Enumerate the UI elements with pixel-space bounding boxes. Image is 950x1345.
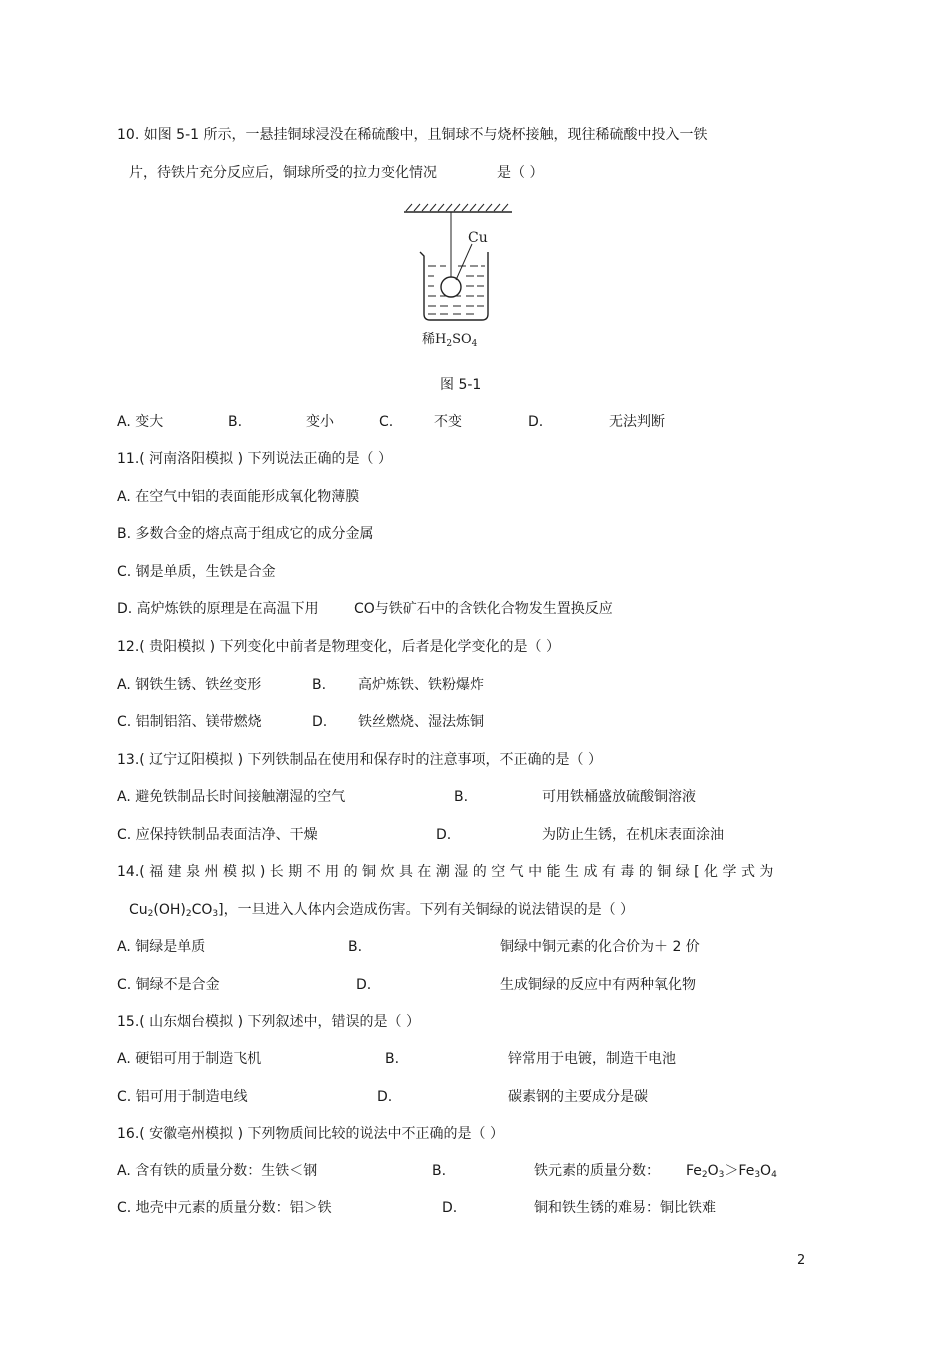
q14-formula: $Cu_2(OH)_2CO_3$]	[129, 902, 224, 919]
label-acid: 稀$H_2SO_4$	[422, 332, 478, 349]
q10-option-c-label: C.	[379, 414, 394, 430]
q10-option-d-label: D.	[528, 414, 544, 430]
q14-option-b: 铜绿中铜元素的化合价为＋ 2 价	[500, 939, 700, 955]
q15-option-b: 锌常用于电镀，制造干电池	[508, 1051, 676, 1067]
q15-option-b-label: B.	[385, 1051, 400, 1067]
q14-option-a: A. 铜绿是单质	[117, 939, 206, 955]
q14-option-d: 生成铜绿的反应中有两种氧化物	[500, 977, 696, 993]
q10-option-b-label: B.	[228, 414, 243, 430]
q13-option-a: A. 避免铁制品长时间接触潮湿的空气	[117, 789, 346, 805]
q10-option-c: 不变	[434, 414, 462, 430]
q16-option-a: A. 含有铁的质量分数：生铁＜钢	[117, 1163, 318, 1179]
q14-stem-line1: 14.( 福 建 泉 州 模 拟 ) 长 期 不 用 的 铜 炊 具 在 潮 湿 的 空 气 中 能 生 成 有 毒 的 铜 绿 [ 化 学 式 为	[117, 864, 774, 880]
q11-stem: 11.( 河南洛阳模拟 ) 下列说法正确的是（ ）	[117, 451, 392, 467]
q13-stem: 13.( 辽宁辽阳模拟 ) 下列铁制品在使用和保存时的注意事项，不正确的是（ ）	[117, 752, 602, 768]
q13-option-d-label: D.	[436, 827, 452, 843]
q11-option-a: A. 在空气中铝的表面能形成氧化物薄膜	[117, 489, 360, 505]
q15-option-a: A. 硬铝可用于制造飞机	[117, 1051, 262, 1067]
q14-option-d-label: D.	[356, 977, 372, 993]
q15-stem: 15.( 山东烟台模拟 ) 下列叙述中，错误的是（ ）	[117, 1014, 420, 1030]
q16-stem: 16.( 安徽亳州模拟 ) 下列物质间比较的说法中不正确的是（ ）	[117, 1126, 504, 1142]
copper-ball	[441, 277, 461, 297]
q11-option-d-pre: D. 高炉炼铁的原理是在高温下用	[117, 601, 319, 617]
q15-option-c: C. 铝可用于制造电线	[117, 1089, 248, 1105]
page-number: 2	[797, 1253, 806, 1268]
figure-caption: 图 5-1	[440, 377, 482, 393]
q10-stem-line2: 片，待铁片充分反应后，铜球所受的拉力变化情况	[129, 165, 437, 181]
q14-option-b-label: B.	[348, 939, 363, 955]
q16-option-c: C. 地壳中元素的质量分数：铝＞铁	[117, 1200, 332, 1216]
q12-option-b: 高炉炼铁、铁粉爆炸	[358, 677, 484, 693]
q13-option-b-label: B.	[454, 789, 469, 805]
q14-stem-line2: $Cu_2(OH)_2CO_3$]，一旦进入人体内会造成伤害。下列有关铜绿的说法错误的是（ ）	[129, 902, 635, 919]
q11-option-d-post: CO与铁矿石中的含铁化合物发生置换反应	[354, 601, 613, 617]
q11-option-b: B. 多数合金的熔点高于组成它的成分金属	[117, 526, 374, 542]
q10-option-a: A. 变大	[117, 414, 164, 430]
q10-option-b: 变小	[306, 414, 334, 430]
q13-option-c: C. 应保持铁制品表面洁净、干燥	[117, 827, 318, 843]
q10-option-d: 无法判断	[609, 414, 665, 430]
label-cu: Cu	[468, 230, 488, 246]
q11-option-c: C. 钢是单质，生铁是合金	[117, 564, 276, 580]
q12-option-c: C. 铝制铝箔、镁带燃烧	[117, 714, 262, 730]
q12-option-d: 铁丝燃烧、湿法炼铜	[358, 714, 484, 730]
q10-stem-line2-end: 是（ ）	[497, 165, 544, 181]
q14-option-c: C. 铜绿不是合金	[117, 977, 220, 993]
q10-stem-line1: 10. 如图 5-1 所示，一悬挂铜球浸没在稀硫酸中，且铜球不与烧杯接触，现往稀硫酸中投入一铁	[117, 127, 708, 143]
q15-option-d: 碳素钢的主要成分是碳	[508, 1089, 648, 1105]
beaker-diagram	[398, 202, 518, 352]
q16-option-d-label: D.	[442, 1200, 458, 1216]
q12-option-a: A. 钢铁生锈、铁丝变形	[117, 677, 262, 693]
q16-option-d: 铜和铁生锈的难易：铜比铁难	[534, 1200, 716, 1216]
q12-option-b-label: B.	[312, 677, 327, 693]
q16-option-b-label: B.	[432, 1163, 447, 1179]
q12-stem: 12.( 贵阳模拟 ) 下列变化中前者是物理变化，后者是化学变化的是（ ）	[117, 639, 560, 655]
q15-option-d-label: D.	[377, 1089, 393, 1105]
q16-formula: $Fe_2O_3>Fe_3O_4$	[686, 1163, 777, 1180]
figure-5-1	[398, 202, 518, 352]
q13-option-b: 可用铁桶盛放硫酸铜溶液	[542, 789, 696, 805]
q16-option-b: 铁元素的质量分数： $Fe_2O_3>Fe_3O_4$	[534, 1163, 777, 1180]
q12-option-d-label: D.	[312, 714, 328, 730]
q13-option-d: 为防止生锈，在机床表面涂油	[542, 827, 724, 843]
